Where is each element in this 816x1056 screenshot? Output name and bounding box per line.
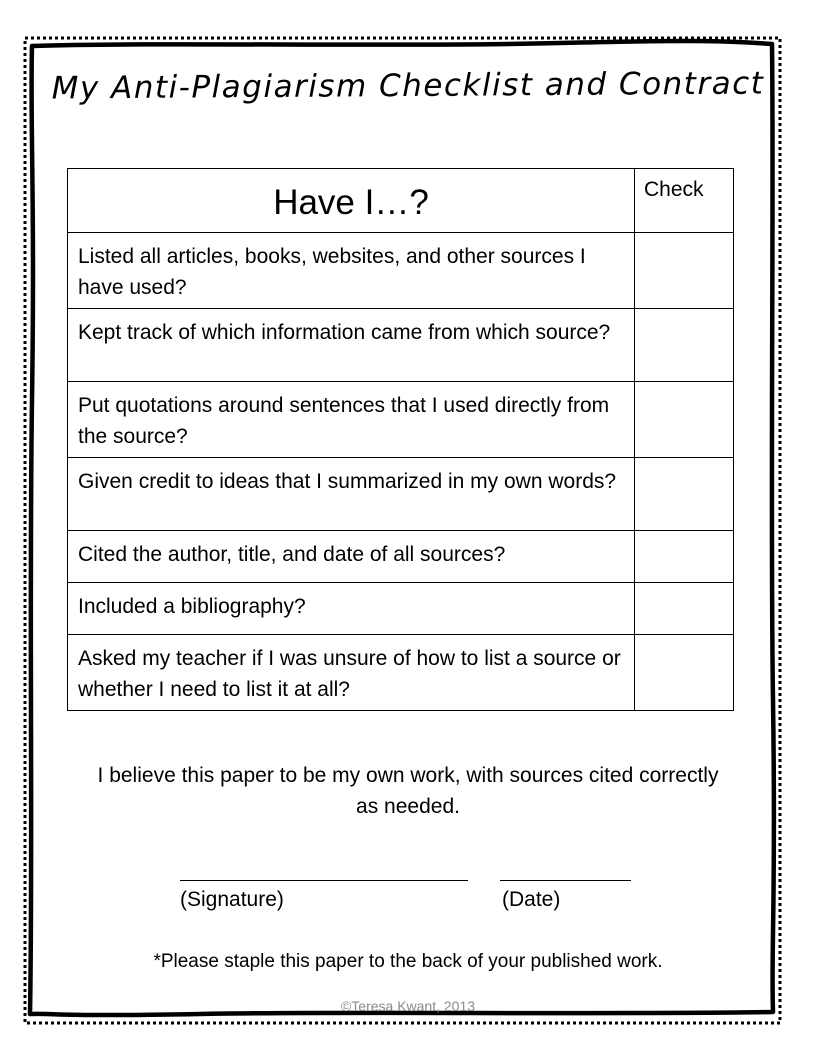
checklist-row xyxy=(68,583,734,635)
checklist-item-text: Given credit to ideas that I summarized in my own words? xyxy=(68,458,635,531)
checklist-row xyxy=(68,233,734,309)
checklist-row xyxy=(68,309,734,382)
copyright: ©Teresa Kwant, 2013 xyxy=(340,998,476,1014)
contract-statement: I believe this paper to be my own work, with sources cited correctly as needed. xyxy=(97,764,719,818)
checklist-item-text: Put quotations around sentences that I used directly from the source? xyxy=(68,382,635,458)
checklist-item-text: Listed all articles, books, websites, and other sources I have used? xyxy=(68,233,635,309)
checklist-row xyxy=(68,382,734,458)
checklist-item-text: Included a bibliography? xyxy=(68,583,635,635)
checklist-check-box[interactable] xyxy=(635,309,734,382)
checklist-row xyxy=(68,531,734,583)
date-line[interactable] xyxy=(500,880,631,881)
checklist-row xyxy=(68,635,734,711)
checklist-row xyxy=(68,458,734,531)
checklist-item-text: Asked my teacher if I was unsure of how to list a source or whether I need to list it at all? xyxy=(68,635,635,711)
checklist-check-box[interactable] xyxy=(635,635,734,711)
checklist-check-box[interactable] xyxy=(635,233,734,309)
header-check: Check xyxy=(635,169,734,233)
checklist-check-box[interactable] xyxy=(635,382,734,458)
signature-label: (Signature) xyxy=(180,888,284,911)
date-label: (Date) xyxy=(502,888,561,911)
staple-note: *Please staple this paper to the back of your published work. xyxy=(153,951,663,972)
checklist-item-text: Kept track of which information came from which source? xyxy=(68,309,635,382)
checklist-check-box[interactable] xyxy=(635,531,734,583)
checklist-table xyxy=(67,168,734,711)
signature-line[interactable] xyxy=(180,880,468,881)
checklist-check-box[interactable] xyxy=(635,583,734,635)
checklist-header-row xyxy=(68,169,734,233)
page-title: My Anti-Plagiarism Checklist and Contract xyxy=(51,65,765,107)
header-have-i: Have I…? xyxy=(68,169,635,233)
checklist-item-text: Cited the author, title, and date of all sources? xyxy=(68,531,635,583)
checklist-check-box[interactable] xyxy=(635,458,734,531)
